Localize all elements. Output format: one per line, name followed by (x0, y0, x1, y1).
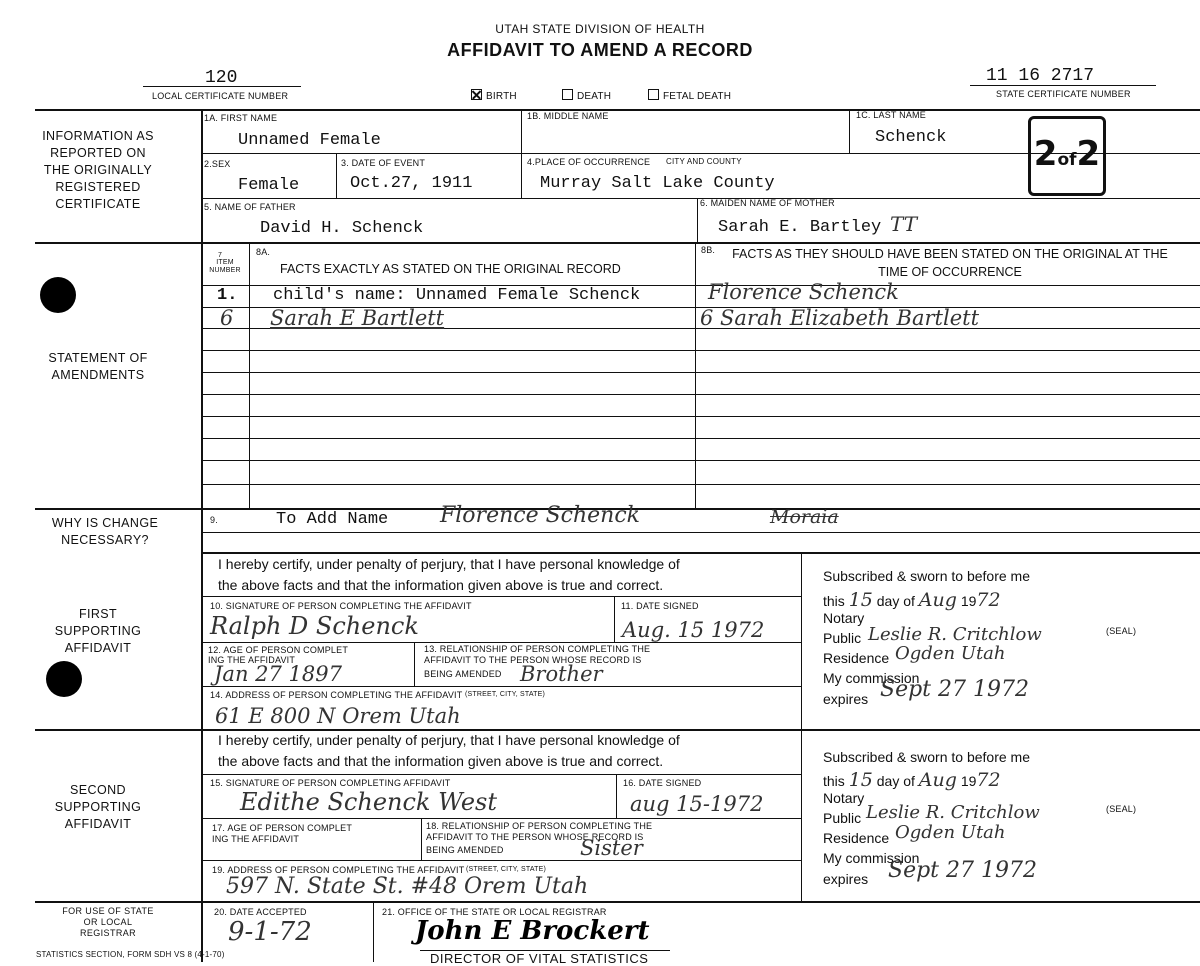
affidavit1-notary: Notary (823, 610, 865, 626)
amendment-row-1-corrected: Florence Schenck (708, 280, 899, 304)
punch-hole-icon (40, 277, 76, 313)
affidavit1-address: 61 E 800 N Orem Utah (215, 704, 461, 728)
affidavit1-rel-label-3: BEING AMENDED (424, 669, 502, 679)
mother-value: Sarah E. Bartley (718, 218, 882, 237)
affidavit2-month: Aug (918, 769, 957, 791)
agency-name: UTAH STATE DIVISION OF HEALTH (495, 22, 705, 36)
registrar-side-label: FOR USE OF STATE OR LOCAL REGISTRAR (62, 906, 154, 938)
affidavit1-expires-value: Sept 27 1972 (880, 677, 1029, 702)
affidavit2-addr-label: 19. ADDRESS OF PERSON COMPLETING THE AFFIDAVIT (212, 865, 465, 875)
affidavit1-signature: Ralph D Schenck (210, 612, 419, 640)
affidavit2-notary-signature: Leslie R. Critchlow (866, 802, 1040, 823)
amendment-row-2-original: Sarah E Bartlett (270, 306, 445, 330)
state-cert-value: 11 16 2717 (986, 66, 1095, 86)
affidavit2-rel-label-3: BEING AMENDED (426, 845, 504, 855)
affidavit1-age-label-2: ING THE AFFIDAVIT (208, 655, 296, 665)
state-cert-label: STATE CERTIFICATE NUMBER (996, 89, 1131, 99)
affidavit2-signature: Edithe Schenck West (240, 788, 497, 816)
affidavit1-rel-label-1: 13. RELATIONSHIP OF PERSON COMPLETING THE (424, 644, 651, 654)
affidavit2-expires-value: Sept 27 1972 (888, 858, 1037, 883)
place-value: Murray Salt Lake County (540, 174, 775, 193)
item-number-label-num: 7 (218, 252, 223, 259)
affidavit1-residence-value: Ogden Utah (895, 643, 1006, 664)
registrar-title: DIRECTOR OF VITAL STATISTICS (430, 951, 649, 966)
affidavit1-seal: (SEAL) (1106, 626, 1137, 636)
affidavit2-residence: Residence (823, 830, 890, 846)
sex-label: 2.SEX (204, 159, 231, 169)
affidavit2-notary: Notary (823, 790, 865, 806)
affidavit1-age: Jan 27 1897 (214, 662, 342, 686)
affidavit2-age-label-1: 17. AGE OF PERSON COMPLET (212, 823, 353, 833)
affidavit1-day: 15 (848, 589, 873, 611)
form-number: STATISTICS SECTION, FORM SDH VS 8 (4-1-70) (36, 950, 225, 959)
affidavit1-relationship: Brother (520, 662, 603, 686)
registrar-office-label: 21. OFFICE OF THE STATE OR LOCAL REGISTRAR (382, 907, 607, 917)
checkbox-label: DEATH (577, 91, 612, 102)
affidavit2-certify-line-2: the above facts and that the information given above is true and correct. (218, 753, 664, 769)
local-cert-label: LOCAL CERTIFICATE NUMBER (152, 91, 289, 101)
affidavit2-relationship: Sister (580, 836, 643, 860)
affidavit2-sig-label: 15. SIGNATURE OF PERSON COMPLETING AFFIDAVIT (210, 778, 451, 788)
mother-label: 6. MAIDEN NAME OF MOTHER (700, 198, 835, 208)
affidavit2-expires: expires (823, 871, 869, 887)
affidavit1-side-label: FIRST SUPPORTING AFFIDAVIT (54, 607, 142, 655)
affidavit1-residence: Residence (823, 650, 890, 666)
affidavit1-sig-label: 10. SIGNATURE OF PERSON COMPLETING THE AFFIDAVIT (210, 601, 472, 611)
affidavit1-public: Public (823, 630, 862, 646)
checked-box-icon (471, 89, 482, 100)
col-a-num: 8A. (256, 247, 271, 257)
affidavit2-address: 597 N. State St. #48 Orem Utah (226, 874, 589, 899)
affidavit1-addr-label: 14. ADDRESS OF PERSON COMPLETING THE AFFIDAVIT (210, 690, 463, 700)
affidavit1-certify-line-1: I hereby certify, under penalty of perjury, that I have personal knowledge of (218, 556, 680, 572)
place-label: 4.PLACE OF OCCURRENCE (527, 157, 651, 167)
affidavit1-month: Aug (918, 589, 957, 611)
why-struck-text: Moraia (770, 506, 839, 528)
punch-hole-icon (46, 661, 82, 697)
why-num: 9. (210, 515, 218, 525)
affidavit2-this: this 15 day of Aug 1972 (823, 769, 1001, 791)
affidavit2-age-label-2: ING THE AFFIDAVIT (212, 834, 300, 844)
form-title: AFFIDAVIT TO AMEND A RECORD (447, 40, 753, 60)
empty-box-icon (562, 89, 573, 100)
date-of-event-value: Oct.27, 1911 (350, 174, 473, 193)
mother-handwritten-mark: TT (890, 212, 918, 236)
affidavit1-notary-signature: Leslie R. Critchlow (868, 624, 1042, 645)
affidavit2-commission: My commission (823, 850, 920, 866)
affidavit2-seal: (SEAL) (1106, 804, 1137, 814)
first-name-label: 1A. FIRST NAME (204, 113, 278, 123)
registrar-signature: John E Brockert (415, 916, 650, 946)
affidavit1-rel-label-2: AFFIDAVIT TO THE PERSON WHOSE RECORD IS (424, 655, 642, 665)
affidavit1-this: this 15 day of Aug 1972 (823, 589, 1001, 611)
amendment-row-1-original: child's name: Unnamed Female Schenck (273, 286, 641, 305)
checkbox-label: FETAL DEATH (663, 91, 732, 102)
checkbox-birth[interactable] (471, 89, 517, 102)
page-stamp: 2of2 (1028, 116, 1106, 196)
affidavit1-date-label: 11. DATE SIGNED (621, 601, 699, 611)
first-name-value: Unnamed Female (238, 131, 381, 150)
affidavit1-commission: My commission (823, 670, 920, 686)
col-b-num: 8B. (701, 245, 716, 255)
affidavit2-public: Public (823, 810, 862, 826)
affidavit1-age-label-1: 12. AGE OF PERSON COMPLET (208, 645, 349, 655)
affidavit2-sworn: Subscribed & sworn to before me (823, 749, 1030, 765)
amendment-row-1-item: 1. (217, 286, 238, 305)
info-side-label: INFORMATION AS REPORTED ON THE ORIGINALLY REGISTERED CERTIFICATE (42, 129, 154, 211)
affidavit2-rel-label-2: AFFIDAVIT TO THE PERSON WHOSE RECORD IS (426, 832, 644, 842)
why-typed: To Add Name (276, 510, 389, 529)
affidavit1-year: 72 (976, 589, 1001, 611)
date-of-event-label: 3. DATE OF EVENT (341, 158, 426, 168)
registrar-date-label: 20. DATE ACCEPTED (214, 907, 307, 917)
last-name-label: 1C. LAST NAME (856, 110, 926, 120)
checkbox-death[interactable] (562, 89, 611, 102)
affidavit1-expires: expires (823, 691, 869, 707)
affidavit2-side-label: SECOND SUPPORTING AFFIDAVIT (54, 783, 142, 831)
sex-value: Female (238, 176, 300, 195)
col-b-title: FACTS AS THEY SHOULD HAVE BEEN STATED ON THE ORIGINAL AT THE TIME OF OCCURRENCE (732, 247, 1168, 279)
affidavit2-residence-value: Ogden Utah (895, 822, 1006, 843)
checkbox-label: BIRTH (486, 91, 517, 102)
affidavit2-addr-sublabel: (STREET, CITY, STATE) (466, 866, 547, 873)
affidavit2-date: aug 15-1972 (630, 792, 764, 816)
empty-box-icon (648, 89, 659, 100)
amendment-row-2-item: 6 (220, 306, 234, 330)
amendment-row-2-corrected: 6 Sarah Elizabeth Bartlett (700, 306, 980, 330)
amendments-side-label: STATEMENT OF AMENDMENTS (48, 351, 148, 382)
why-side-label: WHY IS CHANGE NECESSARY? (51, 516, 159, 547)
affidavit2-date-label: 16. DATE SIGNED (623, 778, 702, 788)
affidavit1-certify-line-2: the above facts and that the information given above is true and correct. (218, 577, 664, 593)
checkbox-fetal-death[interactable] (648, 89, 731, 102)
affidavit2-year: 72 (976, 769, 1001, 791)
affidavit2-rel-label-1: 18. RELATIONSHIP OF PERSON COMPLETING THE (426, 821, 653, 831)
affidavit1-sworn: Subscribed & sworn to before me (823, 568, 1030, 584)
last-name-value: Schenck (875, 128, 947, 147)
affidavit2-certify-line-1: I hereby certify, under penalty of perjury, that I have personal knowledge of (218, 732, 680, 748)
item-number-label: ITEM NUMBER (209, 259, 241, 274)
col-a-title: FACTS EXACTLY AS STATED ON THE ORIGINAL RECORD (280, 262, 621, 276)
affidavit2-day: 15 (848, 769, 873, 791)
middle-name-label: 1B. MIDDLE NAME (527, 111, 609, 121)
why-handwritten-name: Florence Schenck (440, 503, 640, 528)
father-label: 5. NAME OF FATHER (204, 202, 296, 212)
local-cert-value: 120 (205, 68, 238, 88)
affidavit1-addr-sublabel: (STREET, CITY, STATE) (465, 691, 546, 698)
father-value: David H. Schenck (260, 219, 424, 238)
registrar-date: 9-1-72 (228, 917, 312, 947)
place-sublabel: CITY AND COUNTY (666, 157, 742, 166)
affidavit1-date: Aug. 15 1972 (622, 618, 765, 642)
